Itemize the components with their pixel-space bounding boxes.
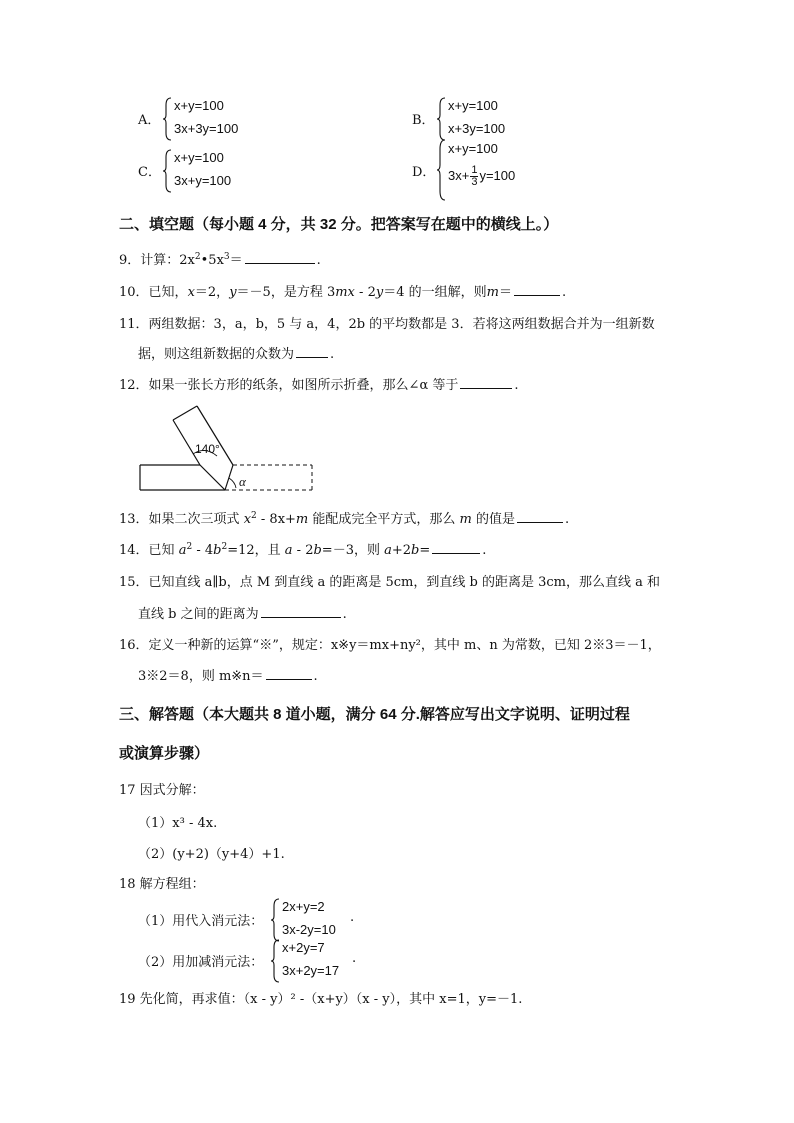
angle-140-label: 140° [195, 442, 220, 456]
equation-system [162, 97, 302, 141]
question-13 [119, 508, 569, 527]
answer-blank[interactable] [517, 511, 563, 523]
equation-part: 3x+ [448, 167, 470, 183]
fraction-denominator: 3 [471, 176, 478, 188]
question-text: （2）用加减消元法： [138, 955, 264, 970]
equation-system [436, 97, 576, 141]
question-text: 据，则这组新数据的众数为 [138, 347, 295, 362]
question-text: +2 [391, 543, 412, 558]
equation-line: x+y=100 [174, 150, 224, 165]
question-text: ＝2， [194, 285, 230, 300]
variable: a [284, 543, 293, 558]
equation-line-fraction [448, 165, 515, 188]
equation-line: x+y=100 [448, 141, 498, 156]
question-text: 如果一张长方形的纸条，如图所示折叠，那么∠α 等于 [148, 378, 459, 393]
equation-part: y=100 [479, 167, 516, 183]
question-text: 计算：2x [140, 253, 195, 268]
question-18-part1 [138, 898, 438, 942]
question-text: =－3，则 [321, 543, 385, 558]
question-text: . [482, 543, 487, 558]
question-text: ＝4 的一组解，则 [383, 285, 487, 300]
question-15 [119, 571, 660, 590]
equation-line: 3x+y=100 [174, 173, 232, 188]
question-text: 已知， [148, 285, 188, 300]
question-11-line2 [138, 343, 334, 362]
equation-line: 2x+y=2 [282, 899, 325, 914]
brace-icon [436, 97, 446, 141]
fraction [470, 165, 478, 188]
question-text: . [564, 512, 570, 527]
fraction-numerator: 1 [471, 164, 478, 176]
brace-icon [270, 939, 280, 983]
choice-d [412, 139, 612, 201]
question-text: = [419, 543, 431, 558]
choice-letter: B． [412, 113, 435, 128]
question-text: 如果二次三项式 [148, 512, 244, 527]
answer-blank[interactable] [432, 542, 480, 554]
choice-b [412, 97, 612, 141]
question-text: . [561, 285, 567, 300]
period-mark: . [352, 951, 357, 966]
question-text: ＝ [498, 285, 512, 300]
question-11 [119, 313, 655, 332]
question-9 [119, 249, 321, 268]
exponent: 3 [223, 252, 230, 262]
variable: m [486, 285, 499, 300]
answer-blank[interactable] [261, 606, 341, 618]
question-text: . [313, 669, 318, 684]
answer-blank[interactable] [266, 668, 312, 680]
equation-line: x+2y=7 [282, 940, 325, 955]
question-text: - 4 [192, 543, 214, 558]
fold-bottom [200, 465, 225, 490]
answer-blank[interactable] [296, 346, 328, 358]
question-text: . [342, 607, 347, 622]
variable: b [213, 543, 222, 558]
exponent: 2 [251, 511, 257, 521]
equation-line: x+y=100 [174, 98, 224, 113]
choice-a [138, 97, 338, 141]
question-18-label: 18 解方程组： [119, 877, 205, 892]
question-text: （1）用代入消元法： [138, 914, 264, 929]
variable: mx [335, 285, 355, 300]
answer-blank[interactable] [460, 377, 512, 389]
equation-line: 3x+3y=100 [174, 121, 239, 136]
variable: b [313, 543, 322, 558]
variable: x [243, 512, 252, 527]
variable: a [178, 543, 187, 558]
question-text: 已知 [148, 543, 179, 558]
brace-icon [270, 898, 280, 942]
question-19: 19 先化简，再求值：（x - y）² -（x+y）（x - y），其中 x=1，y=－1. [119, 992, 523, 1007]
question-text: - 2 [292, 543, 314, 558]
question-10 [119, 281, 566, 300]
question-text: ＝ [229, 253, 243, 268]
question-text: 能配成完全平方式，那么 [308, 512, 460, 527]
question-17-part2: （2）(y+2)（y+4）+1. [138, 847, 285, 862]
question-16 [119, 634, 661, 653]
choice-c [138, 149, 338, 193]
variable: y [229, 285, 237, 300]
equation-line: x+y=100 [448, 98, 498, 113]
question-text: 3※2＝8，则 m※n＝ [138, 669, 264, 684]
question-18-part2 [138, 939, 438, 983]
question-text: •5x [200, 253, 224, 268]
brace-icon [162, 97, 172, 141]
equation-system [436, 139, 576, 201]
question-text: =12，且 [227, 543, 285, 558]
choice-letter: A． [138, 113, 161, 128]
question-text: . [330, 347, 335, 362]
question-text: 直线 b 之间的距离为 [138, 607, 259, 622]
equation-system [270, 898, 400, 942]
variable: a [384, 543, 392, 558]
question-text: 定义一种新的运算“※”，规定：x※y＝mx+ny²，其中 m、n 为常数，已知 2※3＝－1， [148, 638, 661, 653]
exponent: 2 [221, 542, 228, 552]
variable: m [459, 512, 472, 527]
question-17-part1: （1）x³ - 4x. [138, 816, 218, 831]
question-text: ＝－5，是方程 3 [236, 285, 336, 300]
question-number: 13． [119, 512, 149, 527]
section-3-title-line1: 三、解答题（本大题共 8 道小题，满分 64 分.解答应写出文字说明、证明过程 [119, 706, 630, 723]
section-3-title-line2: 或演算步骤） [119, 745, 210, 762]
equation-line: 3x+2y=17 [282, 963, 340, 978]
variable: y [375, 285, 384, 300]
brace-icon [162, 149, 172, 193]
question-16-line2 [138, 665, 318, 684]
answer-blank[interactable] [245, 252, 315, 264]
equation-system [162, 149, 302, 193]
question-text: 的值是 [471, 512, 515, 527]
question-17-label: 17 因式分解： [119, 783, 205, 798]
question-text: 已知直线 a∥b，点 M 到直线 a 的距离是 5cm，到直线 b 的距离是 3cm，那么直线 a 和 [148, 575, 660, 590]
question-number: 10． [119, 285, 149, 300]
equation-system [270, 939, 400, 983]
question-text: 两组数据：3，a，b，5 与 a，4，2b 的平均数都是 3．若将这两组数据合并为一组新数 [148, 317, 655, 332]
question-text: . [514, 378, 519, 393]
question-number: 12． [119, 378, 149, 393]
exponent: 2 [194, 252, 201, 262]
question-number: 16． [119, 638, 149, 653]
question-number: 14． [119, 543, 149, 558]
question-text: . [316, 253, 321, 268]
question-number: 9． [119, 253, 141, 268]
section-2-title: 二、填空题（每小题 4 分，共 32 分。把答案写在题中的横线上。） [119, 216, 559, 233]
period-mark: . [350, 910, 355, 925]
answer-blank[interactable] [514, 284, 560, 296]
fold-crease [225, 465, 233, 490]
question-number: 11． [119, 317, 149, 332]
angle-alpha-arc [229, 478, 236, 488]
exponent: 2 [186, 542, 193, 552]
question-text: - 2 [354, 285, 376, 300]
question-15-line2 [138, 603, 347, 622]
question-number: 15． [119, 575, 149, 590]
variable: m [295, 512, 309, 527]
equation-line: x+3y=100 [448, 121, 506, 136]
equation-line: 3x-2y=10 [282, 922, 336, 937]
choice-letter: D． [412, 165, 436, 180]
question-text: - 8x+ [256, 512, 296, 527]
question-14 [119, 539, 486, 558]
question-12 [119, 374, 519, 393]
variable: b [411, 543, 420, 558]
variable: x [187, 285, 195, 300]
folded-strip-figure [135, 398, 317, 494]
fold-edge-top [173, 406, 197, 420]
brace-icon [436, 139, 446, 201]
angle-alpha-label: α [239, 474, 246, 489]
choice-letter: C． [138, 165, 161, 180]
fold-edge-right [197, 406, 233, 465]
